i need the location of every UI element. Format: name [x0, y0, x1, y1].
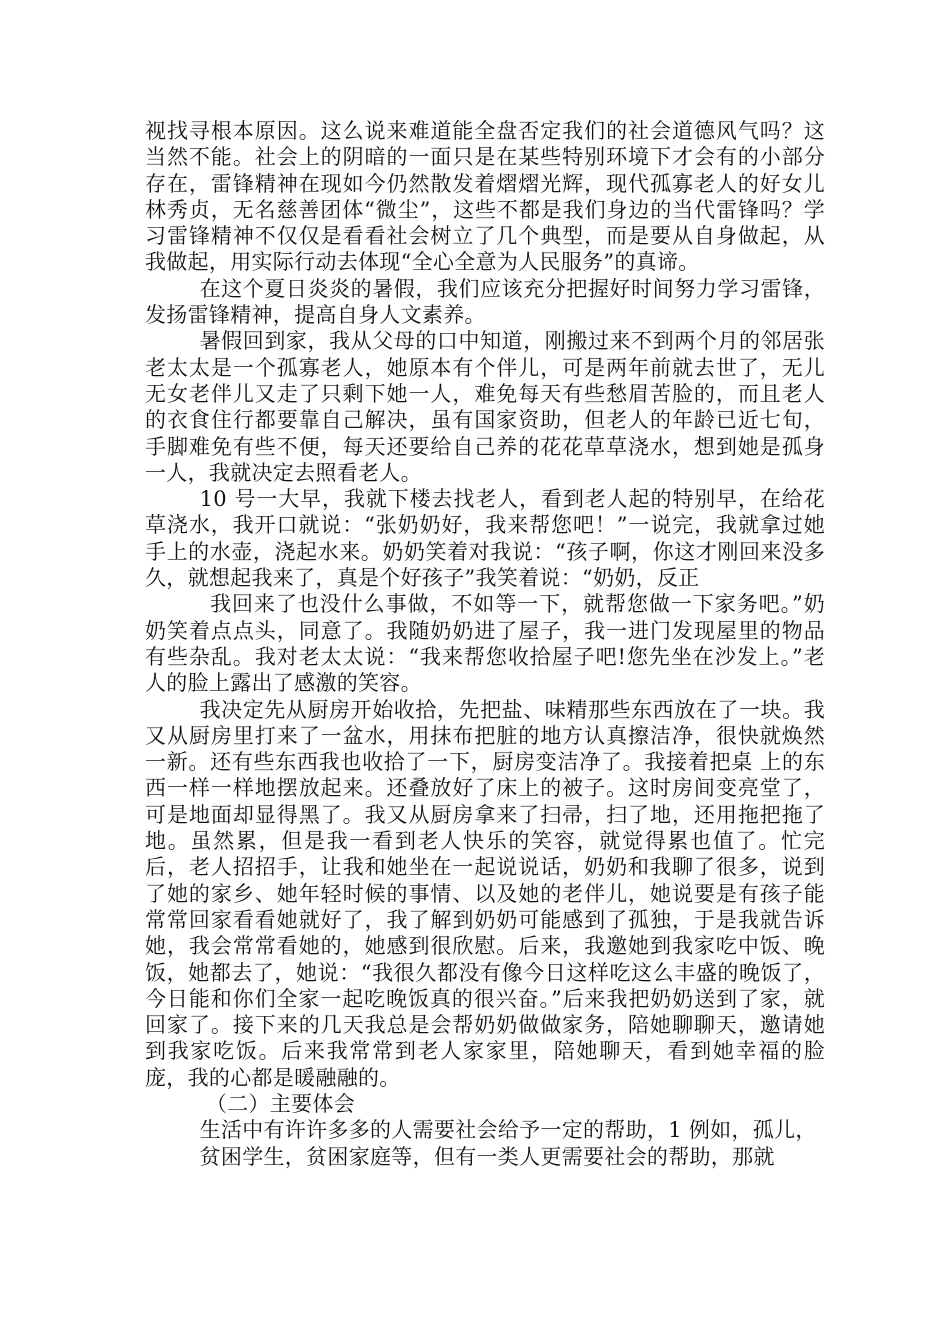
paragraph-2: 在这个夏日炎炎的暑假，我们应该充分把握好时间努力学习雷锋，发扬雷锋精神，提高自身人文素养。 — [145, 276, 825, 328]
section-heading: （二）主要体会 — [205, 1091, 355, 1116]
paragraph-1: 视找寻根本原因。这么说来难道能全盘否定我们的社会道德风气吗？这当然不能。社会上的阴暗的一面只是在某些特别环境下才会有的小部分存在，雷锋精神在现如今仍然散发着熠熠光辉，现代孤寡老人的好女儿林秀贞，无名慈善团体“微尘”，这些不都是我们身边的当代雷锋吗？学习雷锋精神不仅仅是看看社会树立了几个典型，而是要从自身做起，从我做起，用实际行动去体现“全心全意为人民服务”的真谛。 — [145, 119, 825, 275]
paragraph-4: 10 号一大早，我就下楼去找老人，看到老人起的特别早，在给花草浇水，我开口就说：“张奶奶好，我来帮您吧！”一说完，我就拿过她手上的水壶，浇起水来。奶奶笑着对我说：“孩子啊，你这才刚回来没多久，就想起我来了，真是个好孩子”我笑着说：“奶奶，反正 — [145, 487, 825, 591]
document-body — [145, 118, 825, 1170]
paragraph-5: 我回来了也没什么事做，不如等一下，就帮您做一下家务吧。”奶奶笑着点点头，同意了。我随奶奶进了屋子，我一进门发现屋里的物品有些杂乱。我对老太太说：“我来帮您收拾屋子吧!您先坐在沙发上。”老人的脸上露出了感激的笑容。 — [145, 592, 825, 696]
paragraph-6: 我决定先从厨房开始收拾，先把盐、味精那些东西放在了一块。我又从厨房里打来了一盆水，用抹布把脏的地方认真擦洁净，很快就焕然一新。还有些东西我也收拾了一下，厨房变洁净了。我接着把桌 上的东西一样一样地摆放起来。还叠放好了床上的被子。这时房间变亮堂了，可是地面却显得黑了。我又从厨房拿来了扫帚，扫了地，还用拖把拖了地。虽然累，但是我一看到老人快乐的笑容，就觉得累也值了。忙完后，老人招招手，让我和她坐在一起说说话，奶奶和我聊了很多，说到了她的家乡、她年轻时候的事情、以及她的老伴儿，她说要是有孩子能常常回家看看她就好了，我了解到奶奶可能感到了孤独，于是我就告诉她，我会常常看她的，她感到很欣慰。后来，我邀她到我家吃中饭、晚饭，她都去了，她说：“我很久都没有像今日这样吃这么丰盛的晚饭了，今日能和你们全家一起吃晚饭真的很兴奋。”后来我把奶奶送到了家，就回家了。接下来的几天我总是会帮奶奶做做家务，陪她聊聊天，邀请她到我家吃饭。后来我常常到老人家家里，陪她聊天，看到她幸福的脸庞，我的心都是暖融融的。 — [145, 697, 825, 1090]
paragraph-3: 暑假回到家，我从父母的口中知道，刚搬过来不到两个月的邻居张老太太是一个孤寡老人，她原本有个伴儿，可是两年前就去世了，无儿无女老伴儿又走了只剩下她一人，难免每天有些愁眉苦脸的，而且老人的衣食住行都要靠自己解决，虽有国家资助，但老人的年龄已近七旬，手脚难免有些不便，每天还要给自己养的花花草草浇水，想到她是孤身一人，我就决定去照看老人。 — [145, 329, 825, 485]
paragraph-9: 贫困学生，贫困家庭等，但有一类人更需要社会的帮助，那就 — [199, 1144, 775, 1169]
paragraph-8: 生活中有许许多多的人需要社会给予一定的帮助，1 例如，孤儿， — [199, 1118, 817, 1143]
